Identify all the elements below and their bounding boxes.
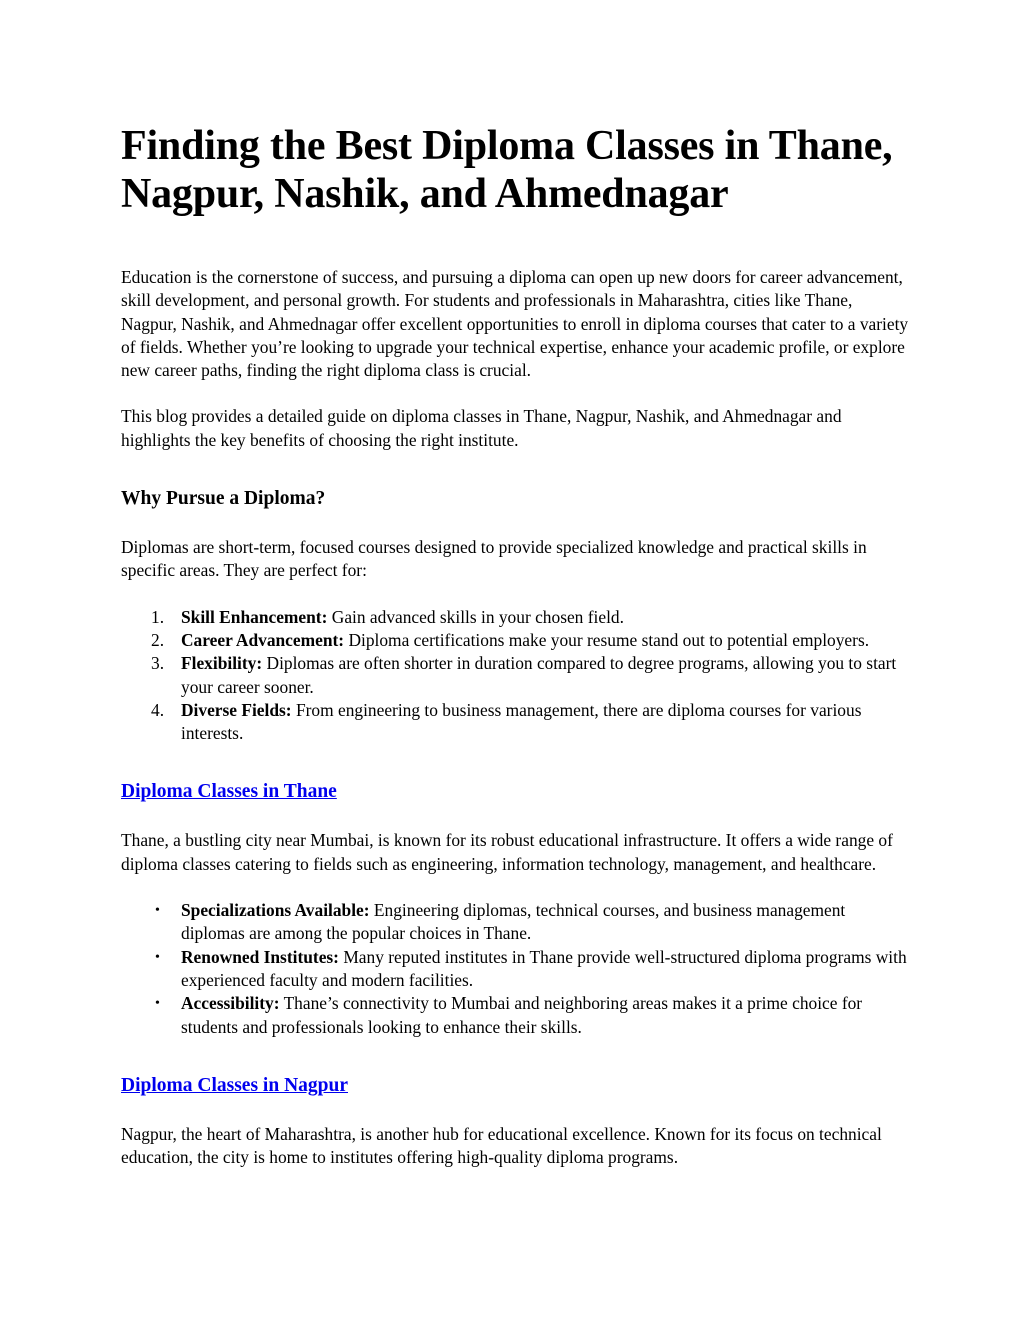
list-item <box>121 992 911 1039</box>
list-item <box>121 699 911 746</box>
nagpur-heading-link[interactable]: Diploma Classes in Nagpur <box>121 1074 348 1096</box>
nagpur-heading <box>121 1074 911 1098</box>
thane-heading-link[interactable]: Diploma Classes in Thane <box>121 781 337 803</box>
list-item-label: Renowned Institutes: <box>181 946 339 967</box>
thane-list <box>121 899 911 1039</box>
page-title: Finding the Best Diploma Classes in Thane, Nagpur, Nashik, and Ahmednagar <box>121 123 893 217</box>
list-number: 1. <box>151 606 165 627</box>
list-item-text: Many reputed institutes in Thane provide well-structured diploma programs with experienced faculty and modern facilities. <box>181 946 907 990</box>
document-page <box>121 122 911 1169</box>
list-item <box>121 946 911 993</box>
nagpur-paragraph: Nagpur, the heart of Maharashtra, is another hub for educational excellence. Known for its focus on technical education, the city is home to institutes offering high-quality diploma programs. <box>121 1123 882 1168</box>
list-number: 2. <box>151 629 165 650</box>
list-item-text: Engineering diplomas, technical courses, and business management diplomas are among the popular choices in Thane. <box>181 900 846 944</box>
why-paragraph: Diplomas are short-term, focused courses designed to provide specialized knowledge and practical skills in specific areas. They are perfect for: <box>121 537 867 581</box>
list-item-text: Thane’s connectivity to Mumbai and neighboring areas makes it a prime choice for students and professionals looking to enhance their skills. <box>181 993 863 1037</box>
blog-intro-paragraph: This blog provides a detailed guide on diploma classes in Thane, Nagpur, Nashik, and Ahmednagar and highlights the key benefits of choosing the right institute. <box>121 406 842 450</box>
list-item-text: Gain advanced skills in your chosen field. <box>327 606 624 627</box>
bullet-icon: • <box>155 996 160 1012</box>
list-item-text: From engineering to business management, there are diploma courses for various interests. <box>181 699 862 744</box>
list-item-label: Accessibility: <box>181 993 280 1014</box>
list-item-text: Diplomas are often shorter in duration compared to degree programs, allowing you to start your career sooner. <box>181 653 897 697</box>
bullet-icon: • <box>155 903 160 919</box>
why-list <box>121 606 911 746</box>
list-item-label: Flexibility: <box>181 653 263 674</box>
list-item <box>121 899 911 946</box>
list-number: 4. <box>151 699 165 720</box>
list-item <box>121 629 911 652</box>
list-number: 3. <box>151 653 165 674</box>
list-item <box>121 606 911 629</box>
list-item-text: Diploma certifications make your resume stand out to potential employers. <box>344 629 870 650</box>
intro-paragraph: Education is the cornerstone of success, and pursuing a diploma can open up new doors for career advancement, skill development, and personal growth. For students and professionals in Maharashtra, cities like Thane, Nagpur, Nashik, and Ahmednagar offer excellent opportunities to enroll in diploma courses that cater to a variety of fields. Whether you’re looking to upgrade your technical expertise, enhance your academic profile, or explore new career paths, finding the right diploma class is crucial. <box>121 267 909 381</box>
why-heading: Why Pursue a Diploma? <box>121 488 326 510</box>
list-item-label: Diverse Fields: <box>181 699 292 720</box>
list-item <box>121 652 911 699</box>
thane-paragraph: Thane, a bustling city near Mumbai, is known for its robust educational infrastructure. It offers a wide range of diploma classes catering to fields such as engineering, information technology, management, and healthcare. <box>121 830 893 874</box>
list-item-label: Skill Enhancement: <box>181 606 328 627</box>
thane-heading <box>121 780 911 804</box>
list-item-label: Specializations Available: <box>181 900 370 921</box>
bullet-icon: • <box>155 949 160 965</box>
list-item-label: Career Advancement: <box>181 629 345 650</box>
